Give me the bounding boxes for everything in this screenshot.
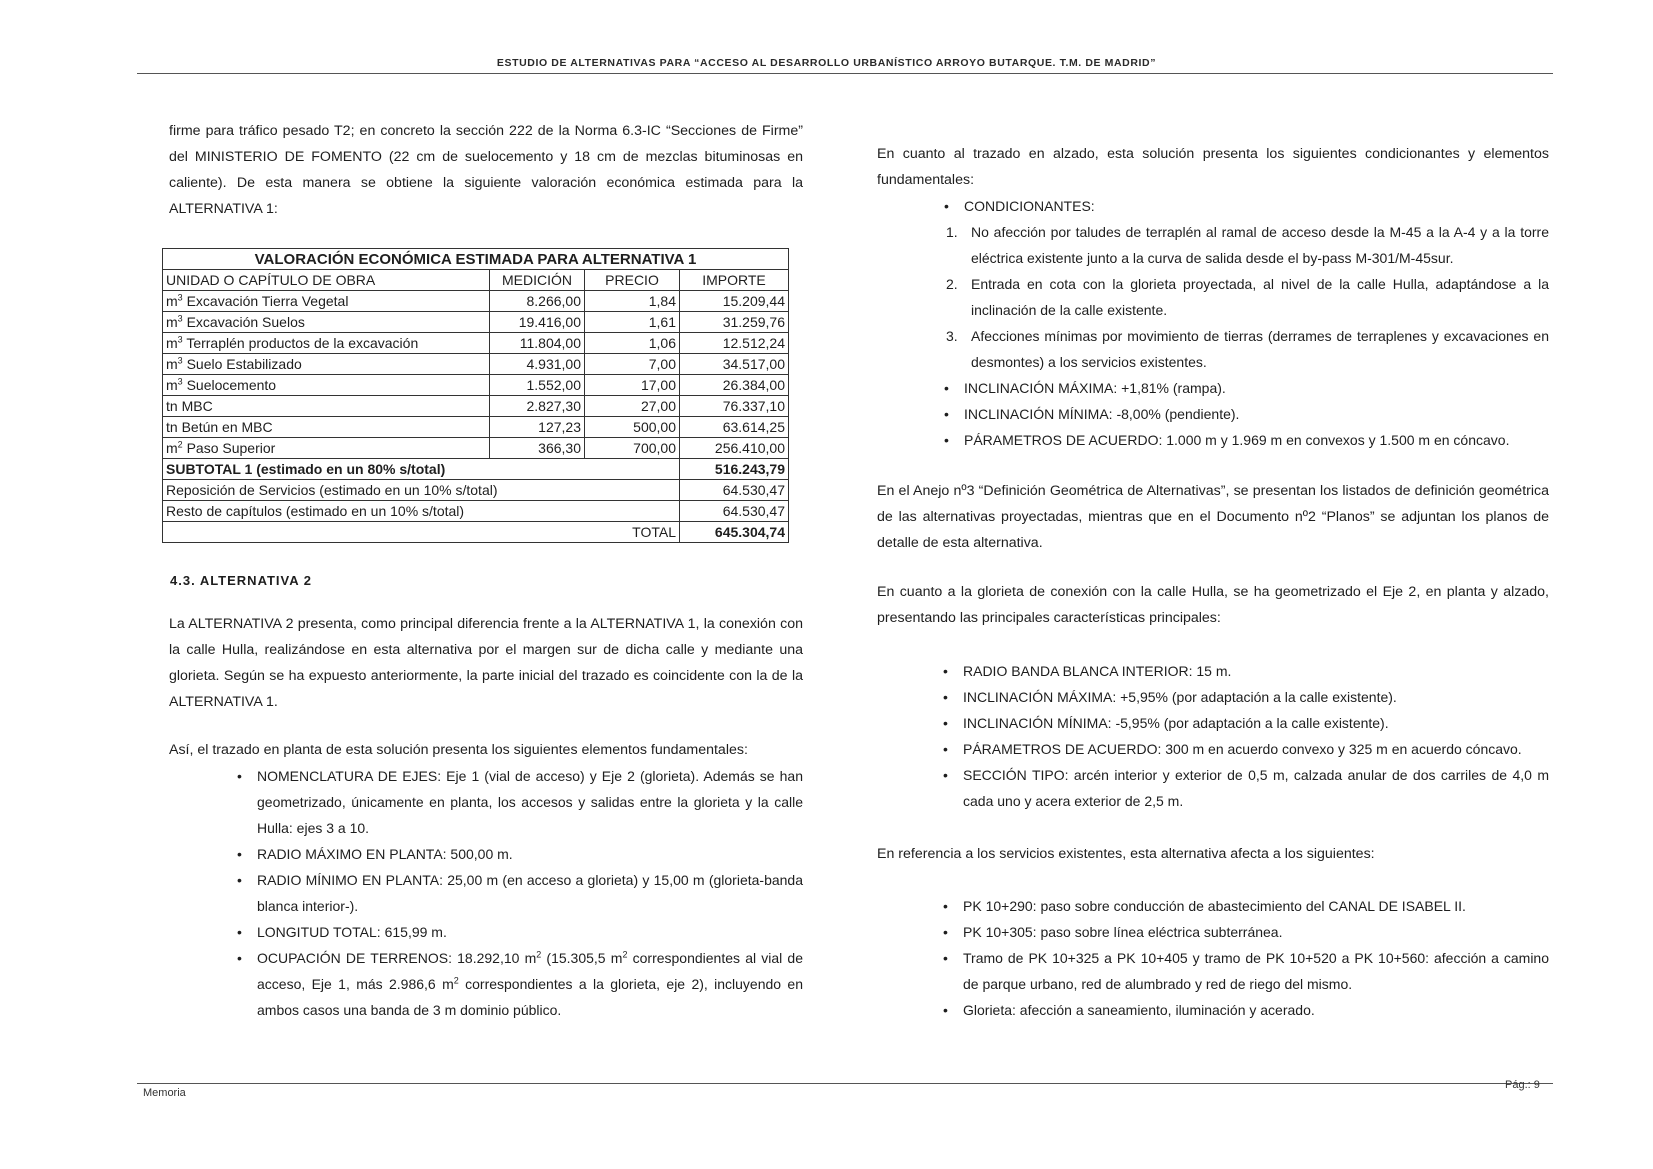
- item-number: 3.: [946, 328, 958, 344]
- reposicion-value: 64.530,47: [680, 480, 789, 501]
- header-unit: UNIDAD O CAPÍTULO DE OBRA: [163, 270, 490, 291]
- footer-left-label: Memoria: [143, 1087, 186, 1099]
- condicionante-item: [946, 323, 1549, 375]
- row-description: $m^3$ Terraplén productos de la excavación: [163, 333, 490, 354]
- header-precio: PRECIO: [585, 270, 680, 291]
- document-header-title: ESTUDIO DE ALTERNATIVAS PARA “ACCESO AL DESARROLLO URBANÍSTICO ARROYO BUTARQUE. T.M. DE MADRID”: [496, 57, 1157, 69]
- subtotal-label: SUBTOTAL 1 (estimado en un 80% s/total): [163, 459, 680, 480]
- row-description: $m^3$ Suelocemento: [163, 375, 490, 396]
- bullet-icon: •: [943, 715, 948, 731]
- bullet-icon: •: [943, 689, 948, 705]
- list-item-text: LONGITUD TOTAL: 615,99 m.: [257, 924, 447, 940]
- row-medicion: 366,30: [490, 438, 585, 459]
- list-item-text: Tramo de PK 10+325 a PK 10+405 y tramo de PK 10+520 a PK 10+560: afección a camino de parque urbano, red de alumbrado y red de riego del mismo.: [963, 950, 1549, 992]
- bullet-icon: •: [943, 898, 948, 914]
- bullet-icon: •: [237, 924, 242, 940]
- row-medicion: 4.931,00: [490, 354, 585, 375]
- intro-paragraph: firme para tráfico pesado T2; en concreto la sección 222 de la Norma 6.3-IC “Secciones de Firme” del MINISTERIO DE FOMENTO (22 cm de suelocemento y 18 cm de mezclas bituminosas en caliente). De esta manera se obtiene la siguiente valoración económica estimada para la ALTERNATIVA 1:: [169, 123, 803, 217]
- condicionante-text: No afección por taludes de terraplén al ramal de acceso desde la M-45 a la A-4 y a la torre eléctrica existente junto a la curva de salida desde el by-pass M-301/M-45sur.: [971, 224, 1549, 266]
- row-medicion: 1.552,00: [490, 375, 585, 396]
- list-item: [943, 762, 1549, 814]
- subtotal-value: 516.243,79: [680, 459, 789, 480]
- list-item: [943, 710, 1549, 736]
- list-item: [237, 867, 803, 919]
- list-item: [943, 945, 1549, 997]
- list-item: [944, 375, 1549, 401]
- condicionante-text: Entrada en cota con la glorieta proyectada, al nivel de la calle Hulla, adaptándose a la inclinación de la calle existente.: [971, 276, 1549, 318]
- servicios-bullet-list: [943, 893, 1549, 1023]
- list-item: [943, 919, 1549, 945]
- planta-intro-paragraph: Así, el trazado en planta de esta solución presenta los siguientes elementos fundamentales:: [169, 742, 748, 758]
- row-importe: 76.337,10: [680, 396, 789, 417]
- row-description: $m^3$ Suelo Estabilizado: [163, 354, 490, 375]
- footer-rule: [137, 1083, 1553, 1084]
- bullet-icon: •: [943, 924, 948, 940]
- list-item-text: Glorieta: afección a saneamiento, iluminación y acerado.: [963, 1002, 1315, 1018]
- list-item: [943, 893, 1549, 919]
- condicionante-text: Afecciones mínimas por movimiento de tierras (derrames de terraplenes y excavaciones en desmontes) a los servicios existentes.: [971, 328, 1549, 370]
- item-number: 2.: [946, 276, 958, 292]
- condicionante-item: [946, 271, 1549, 323]
- condicionante-item: [946, 219, 1549, 271]
- row-importe: 63.614,25: [680, 417, 789, 438]
- table-row: [163, 438, 789, 459]
- header-importe: IMPORTE: [680, 270, 789, 291]
- bullet-icon: •: [237, 950, 242, 966]
- table-row: [163, 333, 789, 354]
- planta-bullet-list: [237, 763, 804, 1023]
- row-importe: 34.517,00: [680, 354, 789, 375]
- list-item-text: PÁRAMETROS DE ACUERDO: 300 m en acuerdo convexo y 325 m en acuerdo cóncavo.: [963, 741, 1522, 757]
- glorieta-paragraph: En cuanto a la glorieta de conexión con la calle Hulla, se ha geometrizado el Eje 2, en planta y alzado, presentando las principales características principales:: [877, 584, 1549, 626]
- servicios-paragraph: En referencia a los servicios existentes, esta alternativa afecta a los siguientes:: [877, 846, 1375, 862]
- list-item-text: RADIO MÍNIMO EN PLANTA: 25,00 m (en acceso a glorieta) y 15,00 m (glorieta-banda blanca interior-).: [257, 872, 803, 914]
- reposicion-label: Reposición de Servicios (estimado en un 10% s/total): [163, 480, 680, 501]
- list-item-text: PK 10+305: paso sobre línea eléctrica subterránea.: [963, 924, 1283, 940]
- table-header-row: [163, 270, 789, 291]
- list-item-text: INCLINACIÓN MÁXIMA: +5,95% (por adaptación a la calle existente).: [963, 689, 1397, 705]
- valuation-table: [162, 248, 789, 543]
- resto-value: 64.530,47: [680, 501, 789, 522]
- list-item-text: RADIO BANDA BLANCA INTERIOR: 15 m.: [963, 663, 1232, 679]
- bullet-icon: •: [943, 767, 948, 783]
- list-item: [943, 658, 1549, 684]
- bullet-icon: •: [943, 1002, 948, 1018]
- table-body: [163, 291, 789, 459]
- bullet-icon: •: [944, 406, 949, 422]
- row-precio: 7,00: [585, 354, 680, 375]
- glorieta-bullet-list: [943, 658, 1549, 814]
- table-row: [163, 396, 789, 417]
- condicionantes-block: [944, 193, 1549, 453]
- list-item: [943, 736, 1549, 762]
- list-item: [944, 427, 1549, 453]
- list-item: [237, 919, 803, 945]
- table-row: [163, 375, 789, 396]
- row-description: tn Betún en MBC: [163, 417, 490, 438]
- bullet-icon: •: [944, 198, 949, 214]
- list-item-condicionantes: • CONDICIONANTES:: [964, 193, 1549, 219]
- list-item: [237, 841, 803, 867]
- resto-label: Resto de capítulos (estimado en un 10% s/total): [163, 501, 680, 522]
- list-item: [943, 684, 1549, 710]
- list-item-text: INCLINACIÓN MÍNIMA: -5,95% (por adaptación a la calle existente).: [963, 715, 1389, 731]
- list-item-text: PÁRAMETROS DE ACUERDO: 1.000 m y 1.969 m en convexos y 1.500 m en cóncavo.: [964, 432, 1510, 448]
- alzado-intro-paragraph: En cuanto al trazado en alzado, esta solución presenta los siguientes condicionantes y elementos fundamentales:: [877, 146, 1549, 188]
- alternativa2-paragraph: La ALTERNATIVA 2 presenta, como principal diferencia frente a la ALTERNATIVA 1, la conexión con la calle Hulla, realizándose en esta alternativa por el margen sur de dicha calle y mediante una glorieta. Según se ha expuesto anteriormente, la parte inicial del trazado es coincidente con la de la ALTERNATIVA 1.: [169, 616, 803, 710]
- row-precio: 17,00: [585, 375, 680, 396]
- bullet-icon: •: [943, 663, 948, 679]
- header-rule: [137, 73, 1553, 74]
- total-value: 645.304,74: [680, 522, 789, 543]
- row-precio: 1,61: [585, 312, 680, 333]
- page-number: Pág.: 9: [1505, 1079, 1540, 1091]
- list-item-ocupacion: • OCUPACIÓN DE TERRENOS: 18.292,10 $m^2$ (15.305,5 $m^2$ correspondientes al vial de acceso, Eje 1, más 2.986,6 $m^2$ correspondientes a la glorieta, eje 2), incluyendo en ambos casos una banda de 3 m dominio público.: [257, 945, 803, 1023]
- list-item-text: INCLINACIÓN MÁXIMA: +1,81% (rampa).: [964, 380, 1226, 396]
- row-medicion: 19.416,00: [490, 312, 585, 333]
- list-item: [943, 997, 1549, 1023]
- row-medicion: 8.266,00: [490, 291, 585, 312]
- table-row: [163, 291, 789, 312]
- row-medicion: 11.804,00: [490, 333, 585, 354]
- row-medicion: 2.827,30: [490, 396, 585, 417]
- row-precio: 500,00: [585, 417, 680, 438]
- bullet-icon: •: [943, 950, 948, 966]
- list-item: [944, 401, 1549, 427]
- row-precio: 1,84: [585, 291, 680, 312]
- total-label: TOTAL: [163, 522, 680, 543]
- row-importe: 12.512,24: [680, 333, 789, 354]
- list-item: [237, 763, 803, 841]
- bullet-icon: •: [237, 846, 242, 862]
- bullet-icon: •: [944, 380, 949, 396]
- row-description: $m^2$ Paso Superior: [163, 438, 490, 459]
- row-precio: 27,00: [585, 396, 680, 417]
- row-importe: 15.209,44: [680, 291, 789, 312]
- list-item-text: SECCIÓN TIPO: arcén interior y exterior de 0,5 m, calzada anular de dos carriles de 4,0 m cada uno y acera exterior de 2,5 m.: [963, 767, 1549, 809]
- list-item-text: INCLINACIÓN MÍNIMA: -8,00% (pendiente).: [964, 406, 1240, 422]
- row-description: tn MBC: [163, 396, 490, 417]
- total-row: [163, 522, 789, 543]
- item-number: 1.: [946, 224, 958, 240]
- row-precio: 700,00: [585, 438, 680, 459]
- row-description: $m^3$ Excavación Tierra Vegetal: [163, 291, 490, 312]
- row-precio: 1,06: [585, 333, 680, 354]
- list-item-text: NOMENCLATURA DE EJES: Eje 1 (vial de acceso) y Eje 2 (glorieta). Además se han geometrizado, únicamente en planta, los accesos y salidas entre la glorieta y la calle Hulla: ejes 3 a 10.: [257, 768, 803, 836]
- row-importe: 31.259,76: [680, 312, 789, 333]
- row-importe: 256.410,00: [680, 438, 789, 459]
- bullet-icon: •: [237, 872, 242, 888]
- row-importe: 26.384,00: [680, 375, 789, 396]
- list-item-text: RADIO MÁXIMO EN PLANTA: 500,00 m.: [257, 846, 513, 862]
- row-medicion: 127,23: [490, 417, 585, 438]
- reposicion-row: [163, 480, 789, 501]
- header-medicion: MEDICIÓN: [490, 270, 585, 291]
- resto-row: [163, 501, 789, 522]
- table-row: [163, 354, 789, 375]
- bullet-icon: •: [943, 741, 948, 757]
- row-description: $m^3$ Excavación Suelos: [163, 312, 490, 333]
- table-row: [163, 417, 789, 438]
- bullet-icon: •: [944, 432, 949, 448]
- list-item-text: PK 10+290: paso sobre conducción de abastecimiento del CANAL DE ISABEL II.: [963, 898, 1466, 914]
- bullet-icon: •: [237, 768, 242, 784]
- section-heading-4-3: 4.3. ALTERNATIVA 2: [170, 573, 312, 588]
- anejo-paragraph: En el Anejo nº3 “Definición Geométrica de Alternativas”, se presentan los listados de definición geométrica de las alternativas proyectadas, mientras que en el Documento nº2 “Planos” se adjuntan los planos de detalle de esta alternativa.: [877, 483, 1549, 551]
- table-title: VALORACIÓN ECONÓMICA ESTIMADA PARA ALTERNATIVA 1: [163, 249, 789, 270]
- subtotal-row: [163, 459, 789, 480]
- table-row: [163, 312, 789, 333]
